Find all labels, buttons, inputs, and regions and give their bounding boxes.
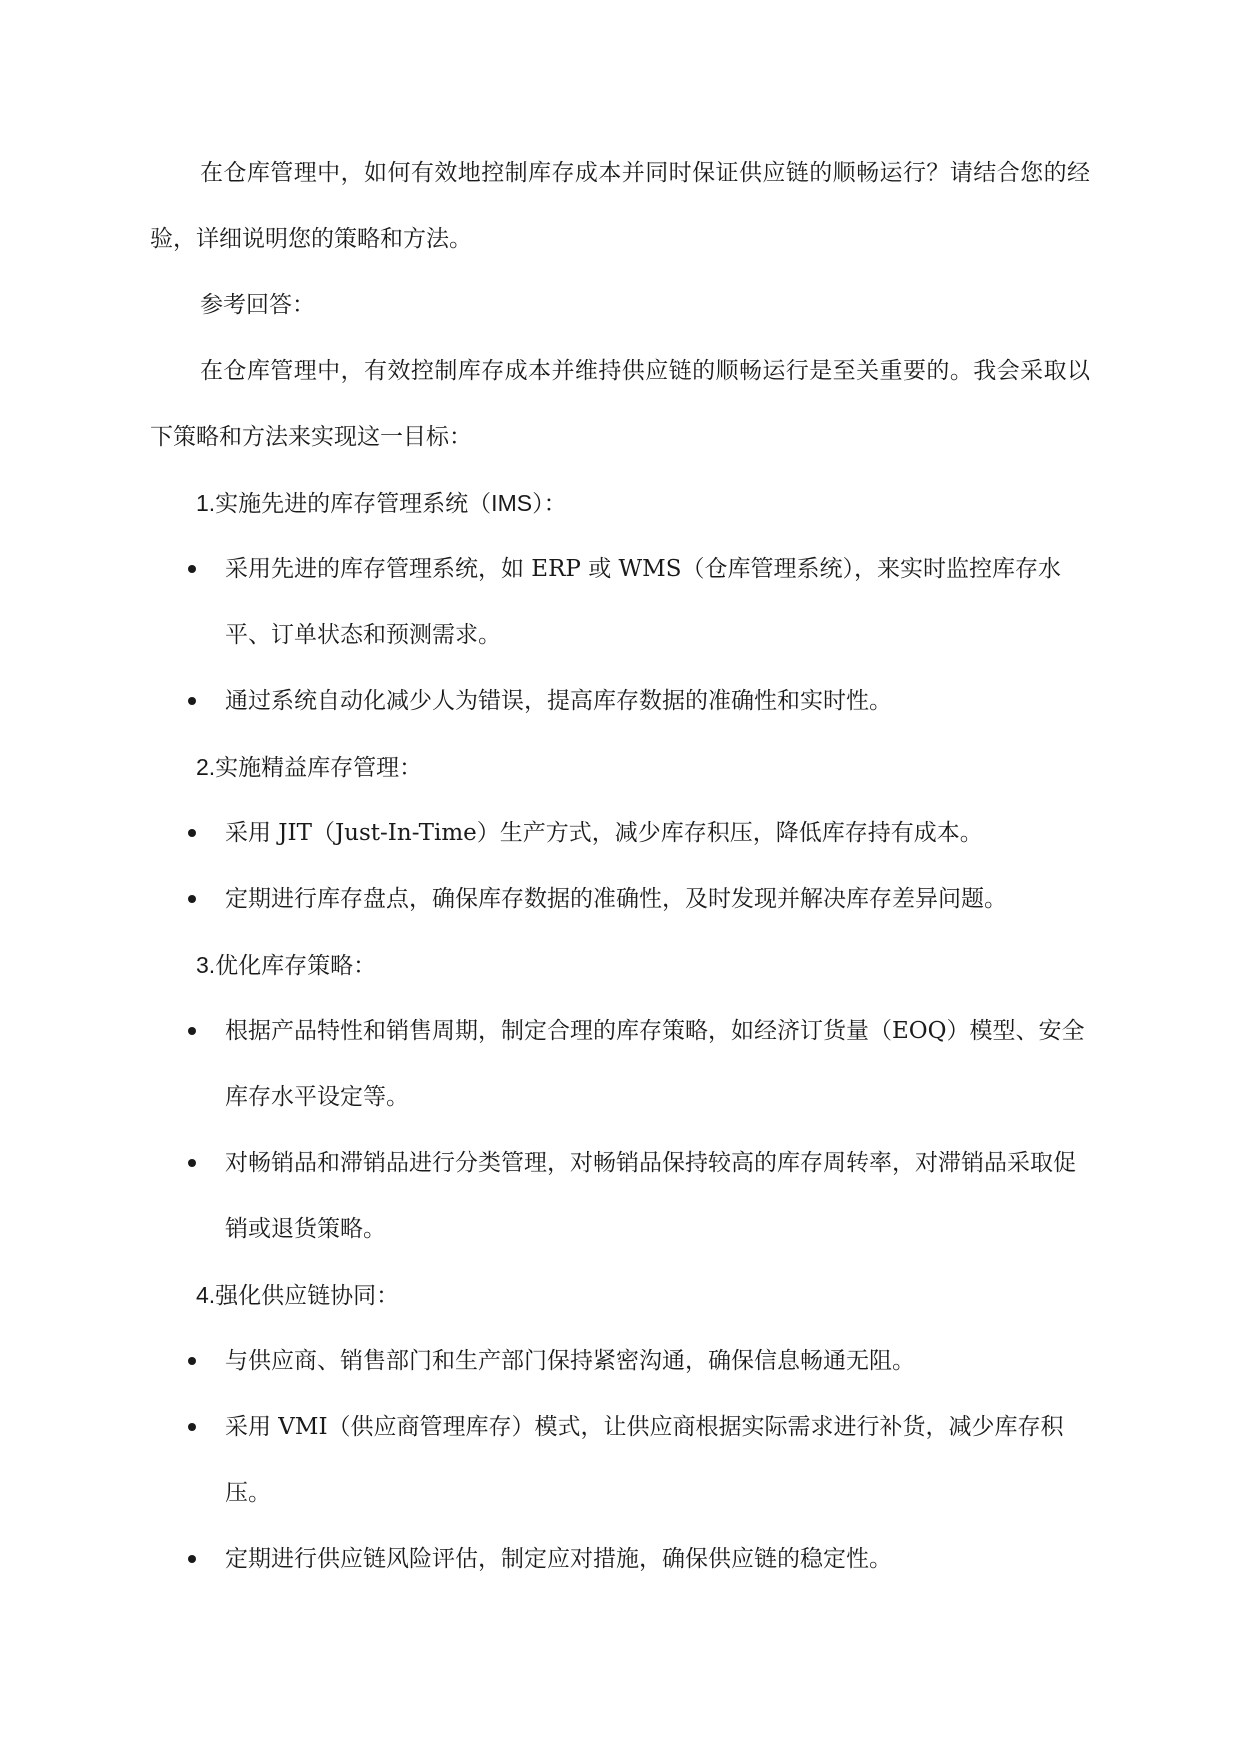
bullet-icon [188,1357,196,1365]
bullet-icon [188,697,196,705]
section-3 [150,932,1090,1262]
list-item-text: 采用 VMI（供应商管理库存）模式，让供应商根据实际需求进行补货，减少库存积压。 [225,1414,1064,1506]
section-heading: 3.优化库存策略： [196,952,377,978]
bullet-icon [188,1423,196,1431]
bullet-icon [188,1159,196,1167]
list-item [150,1526,1090,1592]
bullet-list [150,800,1090,932]
bullet-list [150,998,1090,1262]
question-paragraph: 在仓库管理中，如何有效地控制库存成本并同时保证供应链的顺畅运行？请结合您的经验，详细说明您的策略和方法。 [150,160,1090,252]
list-item [150,536,1090,668]
list-item-text: 通过系统自动化减少人为错误，提高库存数据的准确性和实时性。 [225,688,892,714]
list-item-text: 根据产品特性和销售周期，制定合理的库存策略，如经济订货量（EOQ）模型、安全库存水平设定等。 [225,1018,1085,1110]
list-item-text: 定期进行供应链风险评估，制定应对措施，确保供应链的稳定性。 [225,1546,892,1572]
section-4 [150,1262,1090,1592]
list-item [150,866,1090,932]
list-item-text: 对畅销品和滞销品进行分类管理，对畅销品保持较高的库存周转率，对滞销品采取促销或退货策略。 [225,1150,1076,1242]
list-item [150,668,1090,734]
bullet-list [150,1328,1090,1592]
section-heading: 4.强化供应链协同： [196,1282,400,1308]
intro-paragraph: 在仓库管理中，有效控制库存成本并维持供应链的顺畅运行是至关重要的。我会采取以下策略和方法来实现这一目标： [150,358,1090,450]
list-item [150,800,1090,866]
list-item [150,1328,1090,1394]
list-item-text: 采用 JIT（Just-In-Time）生产方式，减少库存积压，降低库存持有成本。 [225,820,983,846]
bullet-icon [188,565,196,573]
list-item [150,1130,1090,1262]
section-heading: 1.实施先进的库存管理系统（IMS）： [196,490,567,516]
bullet-icon [188,1555,196,1563]
document-page [150,140,1090,1592]
list-item [150,1394,1090,1526]
bullet-list [150,536,1090,734]
bullet-icon [188,895,196,903]
list-item-text: 定期进行库存盘点，确保库存数据的准确性，及时发现并解决库存差异问题。 [225,886,1007,912]
list-item-text: 与供应商、销售部门和生产部门保持紧密沟通，确保信息畅通无阻。 [225,1348,915,1374]
answer-label: 参考回答： [200,292,315,318]
bullet-icon [188,829,196,837]
section-heading: 2.实施精益库存管理： [196,754,423,780]
section-2 [150,734,1090,932]
list-item-text: 采用先进的库存管理系统，如 ERP 或 WMS（仓库管理系统），来实时监控库存水平、订单状态和预测需求。 [225,556,1061,648]
list-item [150,998,1090,1130]
bullet-icon [188,1027,196,1035]
section-1 [150,470,1090,734]
